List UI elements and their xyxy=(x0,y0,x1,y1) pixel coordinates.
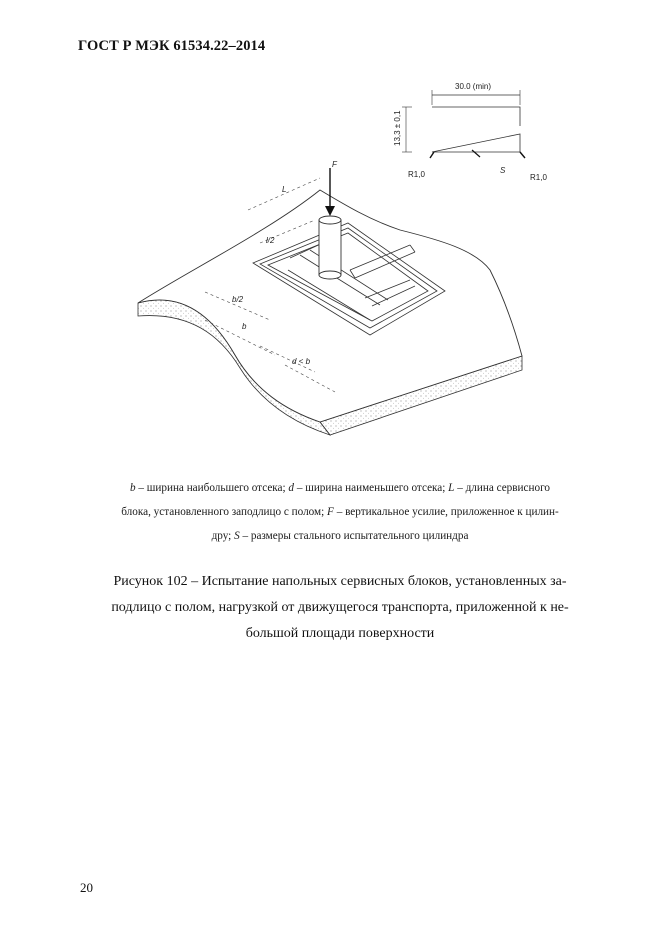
legend-line-2 xyxy=(72,500,608,524)
caption-line-1: Рисунок 102 – Испытание напольных сервисных блоков, установленных за- xyxy=(113,574,567,589)
dim-width-min: 30.0 (min) xyxy=(455,82,492,91)
force-arrow xyxy=(325,168,335,216)
legend-line-3 xyxy=(72,524,608,548)
legend-text-cyl: дру; xyxy=(211,530,235,542)
document-header: ГОСТ Р МЭК 61534.22–2014 xyxy=(78,38,266,54)
dim-s: S xyxy=(500,166,506,175)
label-l-half: l/2 xyxy=(266,236,275,245)
legend-line-1 xyxy=(72,476,608,500)
legend-text-b: – ширина наибольшего отсека; xyxy=(135,482,289,494)
test-cylinder xyxy=(319,216,341,279)
legend-symbol-b: b xyxy=(129,482,136,494)
page-number: 20 xyxy=(80,880,93,895)
label-d-lt-b: d < b xyxy=(292,357,311,366)
legend-text-f: – вертикальное усилие, приложенное к цилин- xyxy=(333,506,559,518)
dim-height: 13,3 ± 0,1 xyxy=(393,110,402,146)
dim-radius-left: R1,0 xyxy=(408,170,425,179)
label-b-half: b/2 xyxy=(232,295,244,304)
legend-text-block: блока, установленного заподлицо с полом; xyxy=(121,506,328,518)
caption-line-2: подлицо с полом, нагрузкой от движущегося транспорта, приложенной к не- xyxy=(111,600,569,615)
legend-text-d: – ширина наименьшего отсека; xyxy=(294,482,449,494)
label-f: F xyxy=(332,160,337,169)
legend-symbol-f: F xyxy=(327,506,334,518)
legend-symbol-l: L xyxy=(448,482,455,494)
label-l: L xyxy=(282,185,287,194)
figure-102-drawing xyxy=(110,70,570,450)
figure-caption xyxy=(70,569,610,647)
legend-text-l: – длина сервисного xyxy=(454,482,550,494)
dim-radius-right: R1,0 xyxy=(530,173,547,182)
figure-legend xyxy=(72,476,608,548)
cylinder-profile-detail xyxy=(402,90,525,158)
legend-text-s: – размеры стального испытательного цилиндра xyxy=(239,530,469,542)
legend-symbol-s: S xyxy=(234,530,240,542)
label-b: b xyxy=(242,322,247,331)
caption-line-3: большой площади поверхности xyxy=(245,626,435,641)
legend-symbol-d: d xyxy=(288,482,295,494)
technical-drawing xyxy=(110,70,570,450)
